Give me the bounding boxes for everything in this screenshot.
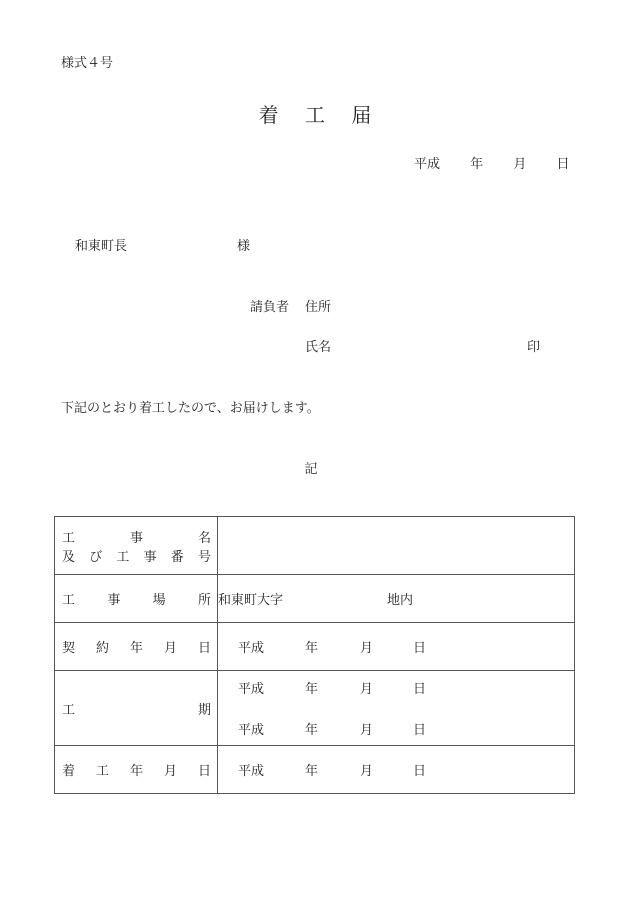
label-char: 年: [129, 764, 143, 779]
date-year: 年: [305, 682, 319, 697]
date-era: 平成: [238, 682, 265, 697]
construction-name-value[interactable]: [218, 517, 575, 575]
date-year: 年: [305, 723, 319, 738]
date-day: 日: [556, 157, 570, 172]
date-day: 日: [413, 723, 427, 738]
label-char: 契: [62, 641, 76, 656]
date-month: 月: [360, 723, 374, 738]
construction-location-label: [55, 575, 218, 623]
date-year: 年: [470, 157, 484, 172]
date-year: 年: [305, 764, 319, 779]
location-prefix: 和東町大字: [218, 593, 284, 608]
form-number: 様式４号: [61, 56, 114, 71]
label-char: 名: [197, 530, 211, 546]
label-char: 期: [197, 702, 211, 718]
title-char: 工: [305, 103, 325, 127]
label-char: び: [89, 549, 103, 565]
table-row: [55, 517, 575, 575]
location-suffix: 地内: [387, 593, 414, 608]
date-month: 月: [513, 157, 527, 172]
table-row: [55, 671, 575, 746]
contract-date-value[interactable]: [218, 623, 575, 671]
label-line: [62, 546, 211, 565]
addressee: 和東町長: [75, 239, 128, 254]
date-day: 日: [413, 764, 427, 779]
label-line: [62, 527, 211, 546]
date-era: 平成: [414, 157, 441, 172]
date-year: 年: [305, 641, 319, 656]
date-month: 月: [360, 764, 374, 779]
label-char: 約: [95, 641, 109, 656]
table-row: [55, 575, 575, 623]
address-label: 住所: [305, 300, 332, 315]
label-char: 工: [62, 593, 76, 608]
label-char: 場: [152, 593, 166, 608]
label-char: 日: [197, 764, 211, 779]
label-char: 工: [116, 549, 130, 565]
label-char: 工: [62, 702, 76, 718]
date-era: 平成: [238, 641, 265, 656]
label-char: 工: [95, 764, 109, 779]
contract-date-label: [55, 623, 218, 671]
table-row: [55, 746, 575, 794]
date-era: 平成: [238, 764, 265, 779]
contractor-label: 請負者: [250, 300, 290, 315]
label-char: 年: [129, 641, 143, 656]
date-month: 月: [360, 682, 374, 697]
label-char: 着: [62, 764, 76, 779]
seal-label: 印: [527, 340, 541, 355]
notice-text: 下記のとおり着工したので、お届けします。: [61, 401, 320, 416]
honorific: 様: [237, 239, 251, 254]
label-char: 工: [62, 530, 76, 546]
submission-date: [414, 153, 569, 172]
construction-period-label: [55, 671, 218, 746]
label-char: 事: [143, 549, 157, 565]
construction-period-value[interactable]: [218, 671, 575, 746]
label-char: 日: [197, 641, 211, 656]
start-date-label: [55, 746, 218, 794]
date-day: 日: [413, 641, 427, 656]
label-char: 及: [62, 549, 76, 565]
date-month: 月: [360, 641, 374, 656]
date-day: 日: [413, 682, 427, 697]
construction-location-value[interactable]: [218, 575, 575, 623]
title-char: 届: [351, 103, 372, 127]
label-char: 所: [197, 593, 211, 608]
label-char: 事: [129, 530, 143, 546]
start-date-value[interactable]: [218, 746, 575, 794]
ki-label: 記: [304, 462, 318, 477]
period-start: [218, 678, 574, 697]
label-char: 号: [197, 549, 211, 565]
title-char: 着: [258, 103, 279, 127]
label-char: 月: [163, 764, 177, 779]
name-label: 氏名: [305, 340, 332, 355]
document-title: [0, 99, 630, 128]
construction-name-label: [55, 517, 218, 575]
detail-table: [54, 516, 575, 794]
label-char: 番: [170, 549, 184, 565]
date-era: 平成: [238, 723, 265, 738]
period-end: [218, 719, 574, 738]
table-row: [55, 623, 575, 671]
label-char: 事: [107, 593, 121, 608]
label-char: 月: [163, 641, 177, 656]
